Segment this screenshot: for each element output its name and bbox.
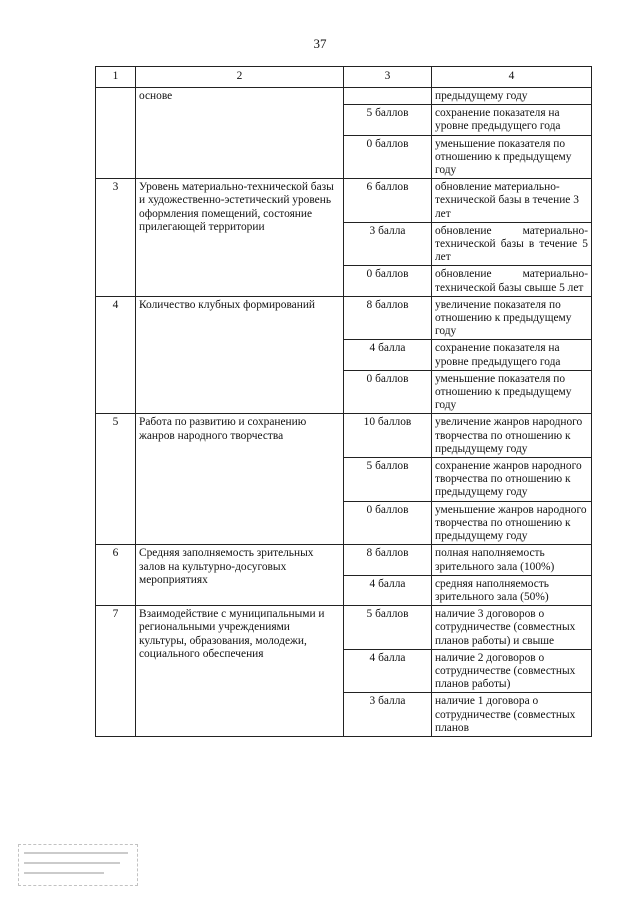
description-cell: уменьшение показателя по отношению к предыдущему году — [432, 135, 592, 179]
column-header: 4 — [432, 67, 592, 88]
stamp-line — [24, 852, 128, 854]
stamp-line — [24, 872, 104, 874]
description-cell: обновление материально-технической базы в течение 5 лет — [432, 222, 592, 266]
column-header: 1 — [96, 67, 136, 88]
table-row — [96, 545, 592, 575]
description-cell: увеличение показателя по отношению к предыдущему году — [432, 296, 592, 340]
criterion-cell: Уровень материально-технической базы и художественно-эстетический уровень оформления помещений, состояние прилегающей территории — [136, 179, 344, 297]
column-header: 2 — [136, 67, 344, 88]
criterion-cell: Количество клубных формирований — [136, 296, 344, 414]
table-row — [96, 88, 592, 105]
description-cell: уменьшение показателя по отношению к предыдущему году — [432, 370, 592, 414]
criteria-table — [95, 66, 592, 737]
description-cell: обновление материально-технической базы в течение 3 лет — [432, 179, 592, 223]
description-cell: наличие 1 договора о сотрудничестве (совместных планов — [432, 693, 592, 737]
row-number: 7 — [96, 606, 136, 737]
points-cell: 0 баллов — [344, 135, 432, 179]
points-cell: 10 баллов — [344, 414, 432, 458]
points-cell: 6 баллов — [344, 179, 432, 223]
description-cell: сохранение показателя на уровне предыдущего года — [432, 105, 592, 135]
points-cell: 5 баллов — [344, 105, 432, 135]
criterion-cell: Взаимодействие с муниципальными и региональными учреждениями культуры, образования, молодежи, социального обеспечения — [136, 606, 344, 737]
description-cell: увеличение жанров народного творчества по отношению к предыдущему году — [432, 414, 592, 458]
row-number: 6 — [96, 545, 136, 606]
table-row — [96, 296, 592, 340]
table-row — [96, 606, 592, 650]
points-cell: 4 балла — [344, 649, 432, 693]
points-cell: 0 баллов — [344, 266, 432, 296]
row-number — [96, 88, 136, 179]
points-cell: 0 баллов — [344, 501, 432, 545]
criterion-cell: Средняя заполняемость зрительных залов на культурно-досуговых мероприятиях — [136, 545, 344, 606]
criterion-cell: Работа по развитию и сохранению жанров народного творчества — [136, 414, 344, 545]
description-cell: наличие 2 договоров о сотрудничестве (совместных планов работы) — [432, 649, 592, 693]
column-header: 3 — [344, 67, 432, 88]
row-number: 4 — [96, 296, 136, 414]
description-cell: наличие 3 договоров о сотрудничестве (совместных планов работы) и свыше — [432, 606, 592, 650]
points-cell: 8 баллов — [344, 296, 432, 340]
points-cell: 3 балла — [344, 693, 432, 737]
row-number: 3 — [96, 179, 136, 297]
points-cell: 8 баллов — [344, 545, 432, 575]
description-cell: обновление материально-технической базы свыше 5 лет — [432, 266, 592, 296]
stamp-line — [24, 862, 120, 864]
description-cell: сохранение жанров народного творчества по отношению к предыдущему году — [432, 458, 592, 502]
points-cell: 0 баллов — [344, 370, 432, 414]
table-row — [96, 179, 592, 223]
table-row — [96, 414, 592, 458]
description-cell: сохранение показателя на уровне предыдущего года — [432, 340, 592, 370]
points-cell — [344, 88, 432, 105]
row-number: 5 — [96, 414, 136, 545]
description-cell: уменьшение жанров народного творчества по отношению к предыдущему году — [432, 501, 592, 545]
points-cell: 5 баллов — [344, 606, 432, 650]
faded-stamp — [18, 844, 138, 886]
points-cell: 3 балла — [344, 222, 432, 266]
table-header-row — [96, 67, 592, 88]
description-cell: предыдущему году — [432, 88, 592, 105]
description-cell: средняя наполняемость зрительного зала (50%) — [432, 575, 592, 605]
points-cell: 5 баллов — [344, 458, 432, 502]
description-cell: полная наполняемость зрительного зала (100%) — [432, 545, 592, 575]
points-cell: 4 балла — [344, 575, 432, 605]
points-cell: 4 балла — [344, 340, 432, 370]
criterion-cell: основе — [136, 88, 344, 179]
page-number: 37 — [313, 36, 327, 51]
